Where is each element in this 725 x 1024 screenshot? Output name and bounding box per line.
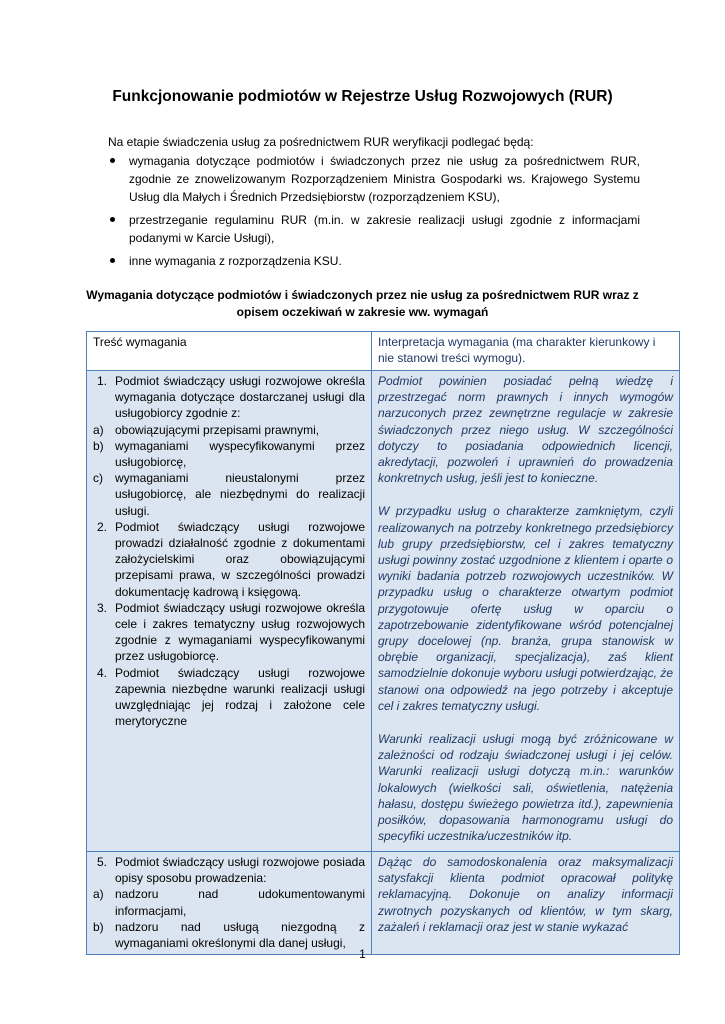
header-requirement: Treść wymagania bbox=[87, 332, 372, 371]
requirement-item bbox=[93, 373, 365, 519]
bullet-item: przestrzeganie regulaminu RUR (m.in. w zakresie realizacji usługi zgodnie z informacjami podanymi w Karcie Usługi), bbox=[108, 211, 640, 247]
interpretation-paragraph: Podmiot powinien posiadać pełną wiedzę i przestrzegać norm prawnych i innych wymogów narzuconych przez zewnętrzne regulacje w zakresie świadczonych przez niego usług. W szczególności dotyczy to posiadania odpowiednich licencji, akredytacji, pozwoleń i uprawnień do prowadzenia konkretnych usług, jeśli jest to konieczne. bbox=[378, 374, 673, 486]
sub-item bbox=[93, 422, 365, 438]
requirement-list bbox=[93, 373, 365, 729]
page-number: 1 bbox=[359, 947, 366, 961]
requirement-item bbox=[93, 600, 365, 665]
sub-list bbox=[93, 886, 365, 951]
sub-item bbox=[93, 438, 365, 470]
sub-text: nadzoru nad udokumentowanymi informacjami, bbox=[115, 887, 365, 918]
interpretation-cell bbox=[372, 852, 680, 955]
item-text: Podmiot świadczący usługi rozwojowe określa wymagania dotyczące dostarczanej usługi dla usługobiorcy zgodnie z: bbox=[115, 374, 365, 421]
document-title: Funkcjonowanie podmiotów w Rejestrze Usług Rozwojowych (RUR) bbox=[112, 88, 613, 105]
sub-item bbox=[93, 470, 365, 519]
table-caption-line: opisem oczekiwań w zakresie ww. wymagań bbox=[236, 305, 489, 319]
intro-text: Na etapie świadczenia usług za pośrednictwem RUR weryfikacji podlegać będą: bbox=[108, 135, 534, 149]
requirement-item bbox=[93, 665, 365, 730]
item-text: Podmiot świadczący usługi rozwojowe prowadzi działalność zgodnie z dokumentami założycielskimi oraz obowiązującymi przepisami prawa, w szczególności prowadzi dokumentację kadrową i księgową. bbox=[115, 519, 365, 599]
interpretation-cell bbox=[372, 371, 680, 852]
requirement-list bbox=[93, 854, 365, 951]
interpretation-paragraph: Warunki realizacji usługi mogą być zróżnicowane w zależności od rodzaju świadczonej usługi i jej celów. Warunki realizacji usługi dotyczą m.in.: warunków lokalowych (wielkości sali, oświetlenia, natężenia hałasu, dostępu świeżego powietrza itd.), zapewnienia posiłków, dopasowania harmonogramu usługi do specyfiki uczestnika/uczestników itp. bbox=[378, 732, 673, 844]
header-interpretation: Interpretacja wymagania (ma charakter kierunkowy i nie stanowi treści wymogu). bbox=[372, 332, 680, 371]
table-row bbox=[87, 371, 680, 852]
sub-text: nadzoru nad usługą niezgodną z wymaganiami określonymi dla danej usługi, bbox=[115, 919, 365, 951]
sub-mark: b) bbox=[93, 919, 104, 934]
item-number: 5. bbox=[97, 855, 108, 869]
sub-text: wymaganiami wyspecyfikowanymi przez usługobiorcę, bbox=[115, 438, 365, 470]
sub-list bbox=[93, 422, 365, 519]
interpretation-paragraph: W przypadku usług o charakterze zamkniętym, czyli realizowanych na potrzeby konkretnego przedsiębiorcy lub grupy przedsiębiorstw, cel i zakres tematyczny usługi powinny zostać uzgodnione z klientem i oparte o wyniki badania potrzeb rozwojowych uczestników. W przypadku usług o charakterze otwartym podmiot przygotowuje ofertę usług w oparciu o zapotrzebowanie zidentyfikowane wśród potencjalnej grupy docelowej (np. branża, grupa stanowisk w obrębie organizacji, specjalizacja), zaś klient samodzielnie dokonuje wyboru usługi potwierdzając, że stanowi ona odpowiedź na jego potrzeby i akceptuje cel i zakres tematyczny usługi. bbox=[378, 504, 673, 713]
table-caption-line: Wymagania dotyczące podmiotów i świadczonych przez nie usług za pośrednictwem RUR wraz z bbox=[86, 288, 639, 302]
sub-mark: b) bbox=[93, 438, 104, 453]
requirement-cell bbox=[87, 371, 372, 852]
sub-mark: c) bbox=[93, 471, 103, 486]
item-text: Podmiot świadczący usługi rozwojowe zapewnia niezbędne warunki realizacji usługi uwzględniając jej rodzaj i założone cele merytoryczne bbox=[115, 665, 365, 729]
verification-list bbox=[108, 152, 640, 275]
table-caption bbox=[80, 287, 645, 321]
interpretation-paragraph: Dążąc do samodoskonalenia oraz maksymalizacji satysfakcji klienta podmiot opracował politykę reklamacyjną. Dokonuje on analizy informacji zwrotnych pozyskanych od klientów, w tym skarg, zażaleń i reklamacji oraz jest w stanie wykazać bbox=[378, 855, 673, 934]
bullet-item: inne wymagania z rozporządzenia KSU. bbox=[108, 252, 640, 270]
item-number: 2. bbox=[97, 519, 108, 534]
sub-text: obowiązującymi przepisami prawnymi, bbox=[115, 422, 320, 437]
requirements-table bbox=[86, 331, 680, 955]
requirement-item bbox=[93, 854, 365, 951]
item-text: Podmiot świadczący usługi rozwojowe określa cele i zakres tematyczny usług rozwojowych zgodnie z wymaganiami wyspecyfikowanymi przez usługobiorcę. bbox=[115, 600, 365, 664]
item-number: 3. bbox=[97, 600, 108, 615]
sub-text: wymaganiami nieustalonymi przez usługobiorcę, ale niezbędnymi do realizacji usługi. bbox=[115, 471, 365, 518]
bullet-item: wymagania dotyczące podmiotów i świadczonych przez nie usług za pośrednictwem RUR, zgodnie ze znowelizowanym Rozporządzeniem Ministra Gospodarki ws. Krajowego Systemu Usług dla Małych i Średnich Przedsiębiorstw (rozporządzeniem KSU), bbox=[108, 152, 640, 206]
table-header-row bbox=[87, 332, 680, 371]
item-number: 1. bbox=[97, 374, 108, 388]
sub-item bbox=[93, 886, 365, 918]
table-row bbox=[87, 852, 680, 955]
sub-mark: a) bbox=[93, 422, 104, 437]
item-number: 4. bbox=[97, 665, 108, 680]
requirement-cell bbox=[87, 852, 372, 955]
requirement-item bbox=[93, 519, 365, 600]
item-text: Podmiot świadczący usługi rozwojowe posiada opisy sposobu prowadzenia: bbox=[115, 855, 365, 886]
sub-mark: a) bbox=[93, 887, 104, 902]
